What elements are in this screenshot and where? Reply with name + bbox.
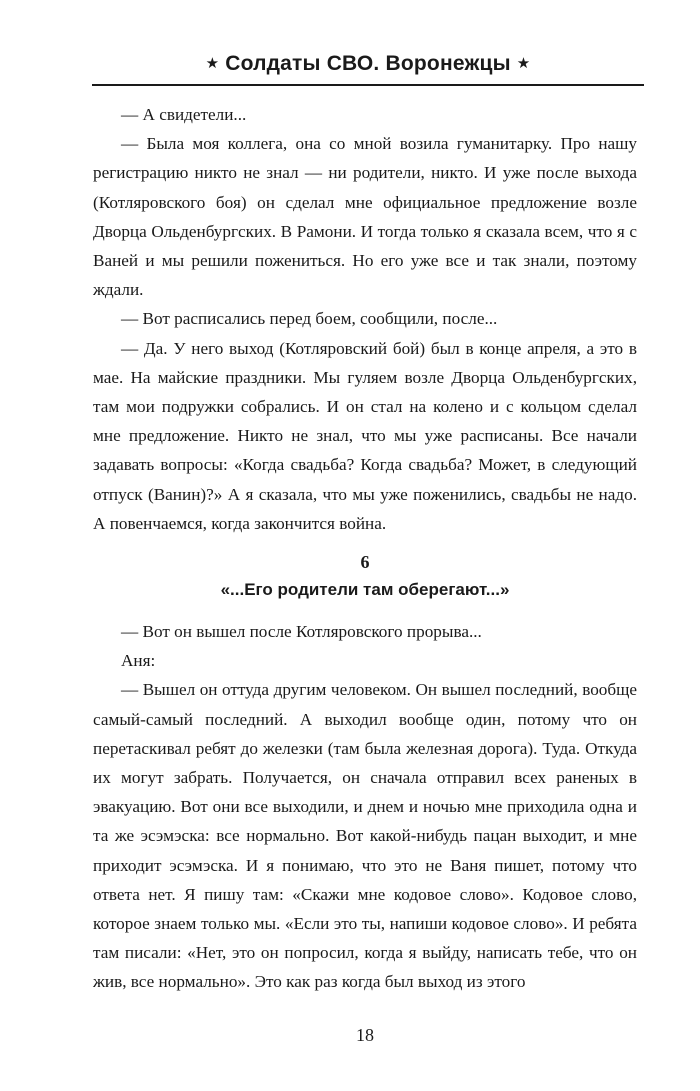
text-block-1 xyxy=(93,100,637,538)
paragraph: — А свидетели... xyxy=(121,105,247,124)
paragraph: — Вот расписались перед боем, сообщили, после... xyxy=(121,309,498,329)
page-number: 18 xyxy=(356,1025,374,1045)
star-icon-left: ★ xyxy=(205,55,220,72)
paragraph: — Вышел он оттуда другим человеком. Он вышел последний, вообще самый-самый последний. А выходил вообще один, потому что он перетаскивал ребят до железки (там была железная дорога). Туда. Откуда их могут забрать. Получается, он сначала отправил всех раненых в эвакуацию. Вот они все выходили, и днем и ночью мне приходила одна и та же эсэмэска: все нормально. Вот какой-нибудь пацан выходит, и мне приходит эсэмэска. И я понимаю, что это не Ваня пишет, потому что ответа нет. Я пишу там: «Скажи мне кодовое слово». Кодовое слово, которое знаем только мы. «Если это ты, напиши кодовое слово». И ребята там писали: «Нет, это он попросил, когда я выйду, написать тебе, что он жив, все нормально». Это как раз когда был выход из этого xyxy=(93,680,637,992)
paragraph: — Да. У него выход (Котляровский бой) был в конце апреля, а это в мае. На майские праздники. Мы гуляем возле Дворца Ольденбургских, там мои подружки собрались. И он стал на колено и с кольцом сделал мне предложение. Никто не знал, что мы уже расписаны. Все начали задавать вопросы: «Когда свадьба? Когда свадьба? Может, в следующий отпуск (Ванин)?» А я сказала, что мы уже поженились, свадьбы не надо. А повенчаемся, когда закончится война. xyxy=(93,338,637,533)
book-title: Солдаты СВО. Воронежцы xyxy=(225,52,511,75)
paragraph: Аня: xyxy=(121,651,156,671)
paragraph: — Вот он вышел после Котляровского прорыва... xyxy=(121,622,482,641)
text-block-2 xyxy=(93,617,637,997)
running-header xyxy=(92,52,644,76)
chapter-number: 6 xyxy=(360,552,370,572)
chapter-title: «...Его родители там оберегают...» xyxy=(220,580,510,599)
header-rule xyxy=(92,84,644,86)
paragraph: — Была моя коллега, она со мной возила гуманитарку. Про нашу регистрацию никто не знал — ни родители, никто. И уже после выхода (Котляровского боя) он сделал мне официальное предложение возле Дворца Ольденбургских. В Рамони. И тогда только я сказала всем, что я с Ваней и мы решили пожениться. Но его уже все и так знали, поэтому ждали. xyxy=(93,134,637,300)
star-icon-right: ★ xyxy=(516,55,531,72)
